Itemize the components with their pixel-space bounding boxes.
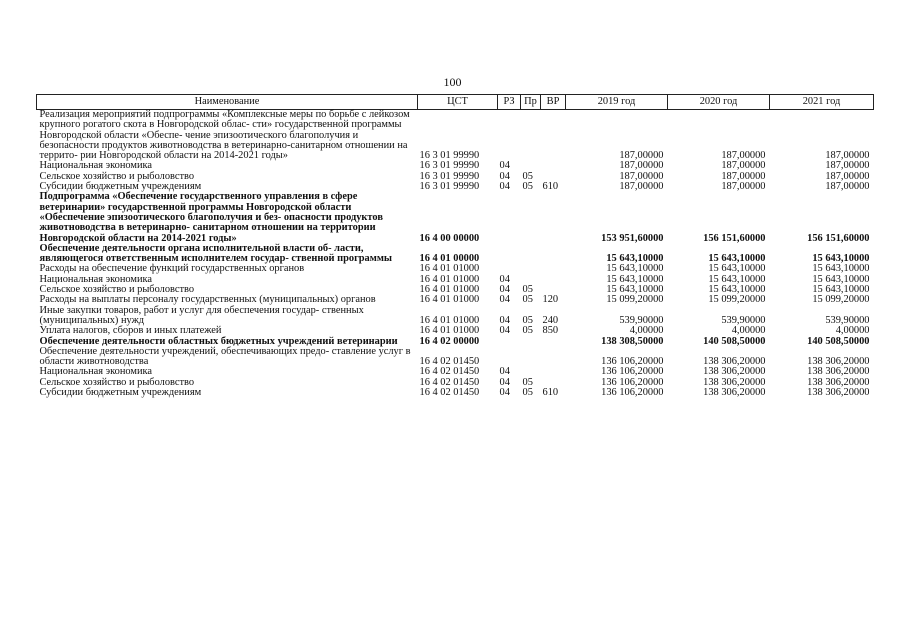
cell-cst: 16 3 01 99990 — [419, 160, 480, 172]
cell-2021: 187,00000 — [825, 160, 870, 172]
cell-vr — [541, 110, 566, 162]
cell-2020: 4,00000 — [731, 325, 766, 337]
cell-cst: 16 4 01 01000 — [419, 294, 480, 306]
cell-2019: 136 106,20000 — [601, 387, 664, 399]
cell-pr: 05 — [522, 294, 533, 306]
cell-cst: 16 4 01 01000 — [419, 273, 480, 285]
cell-2021: 15 643,10000 — [812, 284, 870, 296]
cell-2019: 136 106,20000 — [601, 366, 664, 378]
cell-2019: 15 099,20000 — [606, 294, 664, 306]
cell-cst: 16 3 01 99990 — [419, 170, 480, 182]
cell-vr: 120 — [542, 294, 559, 306]
cell-2021: 187,00000 — [825, 170, 870, 182]
cell-2019: 187,00000 — [619, 170, 664, 182]
cell-2019: 539,90000 — [619, 314, 664, 326]
cell-2021: 539,90000 — [825, 314, 870, 326]
cell-rz — [498, 110, 521, 162]
table-row — [37, 388, 874, 398]
cell-name: Сельское хозяйство и рыболовство — [39, 376, 195, 388]
cell-pr — [521, 244, 541, 265]
cell-name: Обеспечение деятельности областных бюджетных учреждений ветеринарии — [39, 335, 398, 347]
cell-2020: 15 643,10000 — [708, 263, 766, 275]
cell-2021: 138 306,20000 — [807, 356, 870, 368]
cell-rz — [498, 337, 521, 347]
cell-cst: 16 3 01 99990 — [419, 181, 480, 193]
cell-name: Расходы на обеспечение функций государственных органов — [39, 263, 305, 275]
table-row — [37, 244, 874, 265]
cell-cst: 16 4 02 01450 — [419, 387, 480, 399]
cell-vr: 610 — [542, 181, 559, 193]
cell-2021: 138 306,20000 — [807, 366, 870, 378]
cell-vr: 240 — [542, 314, 559, 326]
cell-2021: 187,00000 — [825, 150, 870, 162]
col-header-name: Наименование — [37, 95, 418, 110]
cell-2021: 156 151,60000 — [807, 232, 870, 244]
table-row — [37, 347, 874, 368]
cell-vr — [541, 347, 566, 368]
cell-2020: 187,00000 — [721, 170, 766, 182]
cell-pr: 05 — [522, 181, 533, 193]
cell-2020: 187,00000 — [721, 181, 766, 193]
col-header-2020: 2020 год — [668, 95, 770, 110]
col-header-pr: Пр — [521, 95, 541, 110]
cell-2020: 138 306,20000 — [703, 356, 766, 368]
cell-2019: 138 308,50000 — [601, 335, 664, 347]
cell-pr — [521, 264, 541, 274]
table-row — [37, 110, 874, 162]
cell-name: Национальная экономика — [39, 273, 153, 285]
cell-cst: 16 4 01 00000 — [419, 253, 480, 265]
cell-2019: 15 643,10000 — [606, 263, 664, 275]
cell-cst: 16 3 01 99990 — [419, 150, 480, 162]
cell-pr — [521, 110, 541, 162]
cell-2020: 15 643,10000 — [708, 284, 766, 296]
cell-name: Национальная экономика — [39, 366, 153, 378]
cell-2020: 138 306,20000 — [703, 366, 766, 378]
cell-pr — [521, 337, 541, 347]
cell-name: Расходы на выплаты персоналу государственных (муниципальных) органов — [39, 294, 376, 306]
cell-vr: 850 — [542, 325, 559, 337]
cell-vr — [541, 367, 566, 377]
page-number: 100 — [443, 75, 462, 89]
cell-name: Иные закупки товаров, работ и услуг для обеспечения государ- ственных (муниципальных) нужд — [39, 304, 364, 326]
cell-2021: 15 643,10000 — [812, 273, 870, 285]
cell-rz — [498, 347, 521, 368]
cell-rz: 04 — [499, 273, 510, 285]
cell-pr: 05 — [522, 170, 533, 182]
cell-cst: 16 4 01 01000 — [419, 325, 480, 337]
cell-2019: 15 643,10000 — [606, 253, 664, 265]
cell-2020: 156 151,60000 — [703, 232, 766, 244]
col-header-2019: 2019 год — [566, 95, 668, 110]
table-body — [37, 110, 874, 399]
cell-rz: 04 — [499, 366, 510, 378]
cell-2019: 153 951,60000 — [601, 232, 664, 244]
cell-rz: 04 — [499, 387, 510, 399]
cell-2020: 140 508,50000 — [703, 335, 766, 347]
cell-rz — [498, 244, 521, 265]
cell-2019: 136 106,20000 — [601, 356, 664, 368]
table-row — [37, 192, 874, 243]
cell-2019: 187,00000 — [619, 181, 664, 193]
cell-2020: 15 643,10000 — [708, 253, 766, 265]
table-row — [37, 326, 874, 336]
col-header-vr: ВР — [541, 95, 566, 110]
cell-pr — [521, 192, 541, 243]
col-header-cst: ЦСТ — [418, 95, 498, 110]
cell-2021: 15 099,20000 — [812, 294, 870, 306]
cell-2019: 15 643,10000 — [606, 273, 664, 285]
cell-pr: 05 — [522, 325, 533, 337]
cell-rz: 04 — [499, 160, 510, 172]
cell-cst: 16 4 02 01450 — [419, 356, 480, 368]
cell-2021: 138 306,20000 — [807, 387, 870, 399]
col-header-rz: РЗ — [498, 95, 521, 110]
cell-cst: 16 4 02 00000 — [419, 335, 480, 347]
cell-name: Обеспечение деятельности учреждений, обеспечивающих предо- ставление услуг в области животноводства — [39, 345, 411, 368]
cell-name: Сельское хозяйство и рыболовство — [39, 170, 195, 182]
cell-2021: 140 508,50000 — [807, 335, 870, 347]
cell-2021: 138 306,20000 — [807, 376, 870, 388]
cell-2021: 4,00000 — [835, 325, 870, 337]
cell-pr: 05 — [522, 376, 533, 388]
col-header-2021: 2021 год — [770, 95, 874, 110]
cell-2020: 539,90000 — [721, 314, 766, 326]
cell-pr: 05 — [522, 314, 533, 326]
cell-name: Реализация мероприятий подпрограммы «Комплексные меры по борьбе с лейкозом крупного рогатого скота в Новгородской облас- сти» государственной программы Новгородской области «Обеспе- чение эпизоотического благополучия и безопасности продуктов животноводства в ветеринарно-санитарном отношении на террито- рии Новгородской области на 2014-2021 годы» — [39, 109, 410, 162]
cell-rz: 04 — [499, 376, 510, 388]
cell-rz: 04 — [499, 170, 510, 182]
cell-vr — [541, 192, 566, 243]
cell-name: Обеспечение деятельности органа исполнительной власти об- ласти, являющегося ответственным исполнителем государ- ственной программы — [39, 242, 393, 265]
cell-2021: 15 643,10000 — [812, 253, 870, 265]
budget-table — [36, 94, 874, 398]
cell-2019: 187,00000 — [619, 150, 664, 162]
cell-vr — [541, 275, 566, 285]
cell-pr — [521, 347, 541, 368]
cell-2021: 187,00000 — [825, 181, 870, 193]
cell-cst: 16 4 02 01450 — [419, 376, 480, 388]
cell-vr — [541, 161, 566, 171]
cell-2020: 187,00000 — [721, 160, 766, 172]
cell-2019: 15 643,10000 — [606, 284, 664, 296]
cell-2019: 136 106,20000 — [601, 376, 664, 388]
cell-cst: 16 4 02 01450 — [419, 366, 480, 378]
cell-rz — [498, 192, 521, 243]
cell-name: Субсидии бюджетным учреждениям — [39, 181, 202, 193]
cell-vr: 610 — [542, 387, 559, 399]
cell-rz: 04 — [499, 294, 510, 306]
cell-rz: 04 — [499, 325, 510, 337]
cell-vr — [541, 337, 566, 347]
cell-cst: 16 4 01 01000 — [419, 314, 480, 326]
cell-cst: 16 4 00 00000 — [419, 232, 480, 244]
cell-name: Подпрограмма «Обеспечение государственного управления в сфере ветеринарии» государственной программы Новгородской области «Обеспечение эпизоотического благополучия и без- опасности продуктов животноводства в ветеринарно- санитарном отношении на территории Новгородской области на 2014-2021 годы» — [39, 191, 383, 244]
cell-rz: 04 — [499, 284, 510, 296]
header-row — [37, 95, 874, 110]
cell-vr — [541, 264, 566, 274]
cell-2020: 138 306,20000 — [703, 387, 766, 399]
cell-2020: 187,00000 — [721, 150, 766, 162]
cell-2021: 15 643,10000 — [812, 263, 870, 275]
cell-name: Уплата налогов, сборов и иных платежей — [39, 325, 222, 337]
cell-pr: 05 — [522, 387, 533, 399]
cell-rz: 04 — [499, 181, 510, 193]
cell-name: Национальная экономика — [39, 160, 153, 172]
cell-2020: 15 643,10000 — [708, 273, 766, 285]
cell-name: Сельское хозяйство и рыболовство — [39, 284, 195, 296]
cell-cst: 16 4 01 01000 — [419, 263, 480, 275]
cell-vr — [541, 244, 566, 265]
cell-rz: 04 — [499, 314, 510, 326]
cell-2020: 138 306,20000 — [703, 376, 766, 388]
cell-pr: 05 — [522, 284, 533, 296]
table-row — [37, 306, 874, 327]
cell-2019: 4,00000 — [629, 325, 664, 337]
cell-2020: 15 099,20000 — [708, 294, 766, 306]
cell-cst: 16 4 01 01000 — [419, 284, 480, 296]
cell-2019: 187,00000 — [619, 160, 664, 172]
cell-name: Субсидии бюджетным учреждениям — [39, 387, 202, 399]
